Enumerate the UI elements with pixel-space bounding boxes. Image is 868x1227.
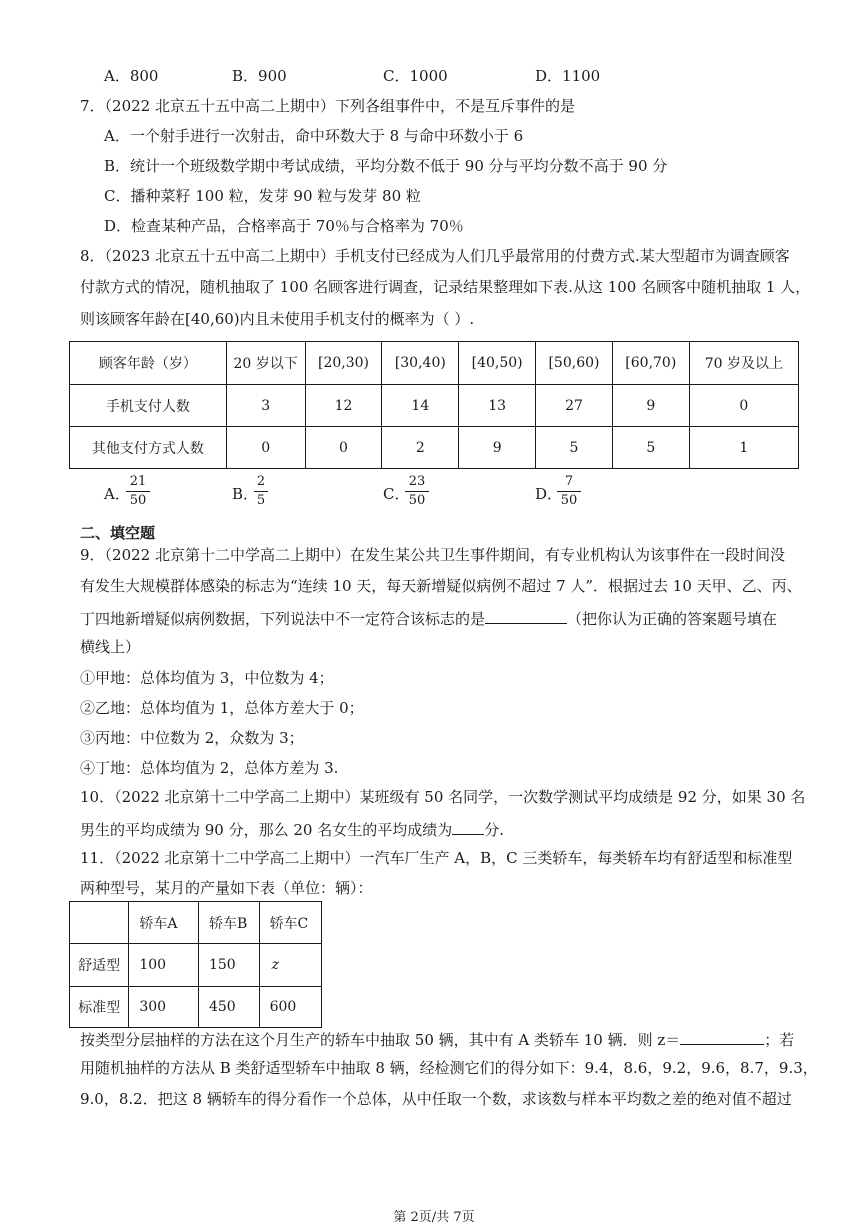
fraction-bar: [405, 491, 429, 492]
table-cell: 100: [129, 944, 199, 987]
q11-header-cell: 轿车C: [259, 902, 321, 944]
q8-header-cell: [60,70): [612, 342, 689, 385]
fraction-bar: [254, 491, 268, 492]
q11-line3: [80, 1028, 794, 1050]
q8-header-cell: [40,50): [459, 342, 536, 385]
fraction-denominator: 50: [408, 493, 426, 508]
q9-line3-text: 丁四地新增疑似病例数据，下列说法中不一定符合该标志的是: [80, 610, 486, 628]
q9-line3-tail: （把你认为正确的答案题号填在: [567, 610, 778, 628]
fraction-denominator: 50: [560, 493, 578, 508]
table-cell: 其他支付方式人数: [70, 427, 227, 469]
table-cell: 0: [305, 427, 382, 469]
table-cell: 5: [612, 427, 689, 469]
q9-line3: [80, 607, 777, 629]
q8-header-cell: 顾客年龄（岁）: [70, 342, 227, 385]
q7-option-c: C．播种菜籽 100 粒，发芽 90 粒与发芽 80 粒: [104, 187, 421, 205]
q9-item-4: ④丁地：总体均值为 2，总体方差为 3.: [80, 759, 339, 777]
q9-item-1: ①甲地：总体均值为 3，中位数为 4；: [80, 669, 334, 687]
table-cell: 12: [305, 385, 382, 427]
q8-option-c-fraction: [405, 474, 429, 509]
q11-line2: 两种型号，某月的产量如下表（单位：辆）：: [80, 879, 373, 897]
q10-line2-tail: 分.: [484, 821, 505, 839]
q7-option-a: A．一个射手进行一次射击，命中环数大于 8 与命中环数小于 6: [104, 127, 524, 145]
table-cell: 标准型: [70, 987, 129, 1028]
q9-item-3: ③丙地：中位数为 2，众数为 3；: [80, 729, 304, 747]
table-cell: 手机支付人数: [70, 385, 227, 427]
q8-header-cell: 70 岁及以上: [689, 342, 798, 385]
q11-line3-tail: ；若: [764, 1031, 795, 1049]
q6-option-b: B．900: [232, 67, 287, 85]
q6-option-c: C．1000: [383, 67, 448, 85]
fraction-bar: [126, 491, 150, 492]
q7-stem: 7．（2022 北京五十五中高二上期中）下列各组事件中，不是互斥事件的是: [80, 97, 575, 115]
q8-header-cell: 20 岁以下: [226, 342, 305, 385]
q8-line2: 付款方式的情况，随机抽取了 100 名顾客进行调查，记录结果整理如下表.从这 100 名顾客中随机抽取 1 人，: [80, 278, 811, 296]
q11-line5: 9.0，8.2．把这 8 辆轿车的得分看作一个总体，从中任取一个数，求该数与样本平均数之差的绝对值不超过: [80, 1090, 792, 1108]
q9-line2: 有发生大规模群体感染的标志为“连续 10 天，每天新增疑似病例不超过 7 人”．根据过去 10 天甲、乙、丙、: [80, 577, 802, 595]
q8-option-c-letter: C．: [383, 485, 410, 503]
q9-line1: 9．（2022 北京第十二中学高二上期中）在发生某公共卫生事件期间，有专业机构认为该事件在一段时间没: [80, 546, 785, 564]
fraction-numerator: 21: [129, 474, 147, 489]
q9-answer-blank[interactable]: [485, 607, 567, 624]
table-cell: 27: [536, 385, 613, 427]
q8-header-cell: [20,30): [305, 342, 382, 385]
q10-line2-text: 男生的平均成绩为 90 分，那么 20 名女生的平均成绩为: [80, 821, 453, 839]
q8-option-a-fraction: [126, 474, 150, 509]
q8-table-header-row: [70, 342, 799, 385]
page-footer: 第 2页/共 7页: [393, 1210, 475, 1225]
q6-option-d: D．1100: [535, 67, 601, 85]
q11-line1: 11．（2022 北京第十二中学高二上期中）一汽车厂生产 A，B，C 三类轿车，每类轿车均有舒适型和标准型: [80, 849, 793, 867]
table-cell: 14: [382, 385, 459, 427]
table-cell: 5: [536, 427, 613, 469]
q10-answer-blank[interactable]: [452, 818, 484, 835]
q8-option-d-fraction: [557, 474, 581, 509]
fraction-denominator: 50: [129, 493, 147, 508]
fraction-numerator: 7: [564, 474, 574, 489]
table-cell: 0: [689, 385, 798, 427]
q11-table-header-row: [70, 902, 322, 944]
q8-header-cell: [50,60): [536, 342, 613, 385]
table-cell: 13: [459, 385, 536, 427]
q8-header-cell: [30,40): [382, 342, 459, 385]
fraction-bar: [557, 491, 581, 492]
q8-line3: 则该顾客年龄在[40,60)内且未使用手机支付的概率为（ ）.: [80, 310, 475, 328]
fraction-denominator: 5: [256, 493, 266, 508]
q7-option-b: B．统计一个班级数学期中考试成绩，平均分数不低于 90 分与平均分数不高于 90 分: [104, 157, 668, 175]
q8-option-b-letter: B．: [232, 485, 259, 503]
table-cell: 300: [129, 987, 199, 1028]
q8-option-b-fraction: [254, 474, 268, 509]
q11-header-cell: 轿车A: [129, 902, 199, 944]
table-cell: 2: [382, 427, 459, 469]
q9-line4: 横线上）: [80, 638, 141, 656]
section-heading: 二、填空题: [80, 524, 156, 542]
table-cell: 3: [226, 385, 305, 427]
table-cell: z: [259, 944, 321, 987]
table-cell: 0: [226, 427, 305, 469]
q11-line4: 用随机抽样的方法从 B 类舒适型轿车中抽取 8 辆，经检测它们的得分如下：9.4，8.6，9.2，9.6，8.7，9.3，: [80, 1059, 818, 1077]
table-row: [70, 385, 799, 427]
q9-item-2: ②乙地：总体均值为 1，总体方差大于 0；: [80, 699, 364, 717]
q11-line3-text: 按类型分层抽样的方法在这个月生产的轿车中抽取 50 辆，其中有 A 类轿车 10 辆．则 z＝: [80, 1031, 681, 1049]
q8-line1: 8．（2023 北京五十五中高二上期中）手机支付已经成为人们几乎最常用的付费方式.某大型超市为调查顾客: [80, 247, 790, 265]
q7-option-d: D．检查某种产品，合格率高于 70％与合格率为 70％: [104, 217, 464, 235]
q11-answer-blank[interactable]: [680, 1028, 764, 1045]
q8-age-table: [69, 341, 799, 469]
q8-option-a-letter: A．: [104, 485, 130, 503]
table-cell: 9: [459, 427, 536, 469]
q10-line2: [80, 818, 504, 840]
table-cell: 450: [198, 987, 259, 1028]
table-row: [70, 427, 799, 469]
table-cell: 舒适型: [70, 944, 129, 987]
fraction-numerator: 23: [408, 474, 426, 489]
q11-car-table: [69, 901, 322, 1028]
table-cell: 1: [689, 427, 798, 469]
fraction-numerator: 2: [256, 474, 266, 489]
table-row: [70, 944, 322, 987]
table-cell: 150: [198, 944, 259, 987]
q8-option-d-letter: D．: [535, 485, 563, 503]
q11-header-cell: [70, 902, 129, 944]
q6-option-a: A．800: [104, 67, 159, 85]
q10-line1: 10．（2022 北京第十二中学高二上期中）某班级有 50 名同学，一次数学测试平均成绩是 92 分，如果 30 名: [80, 788, 806, 806]
table-cell: 600: [259, 987, 321, 1028]
table-cell: 9: [612, 385, 689, 427]
table-row: [70, 987, 322, 1028]
q11-header-cell: 轿车B: [198, 902, 259, 944]
